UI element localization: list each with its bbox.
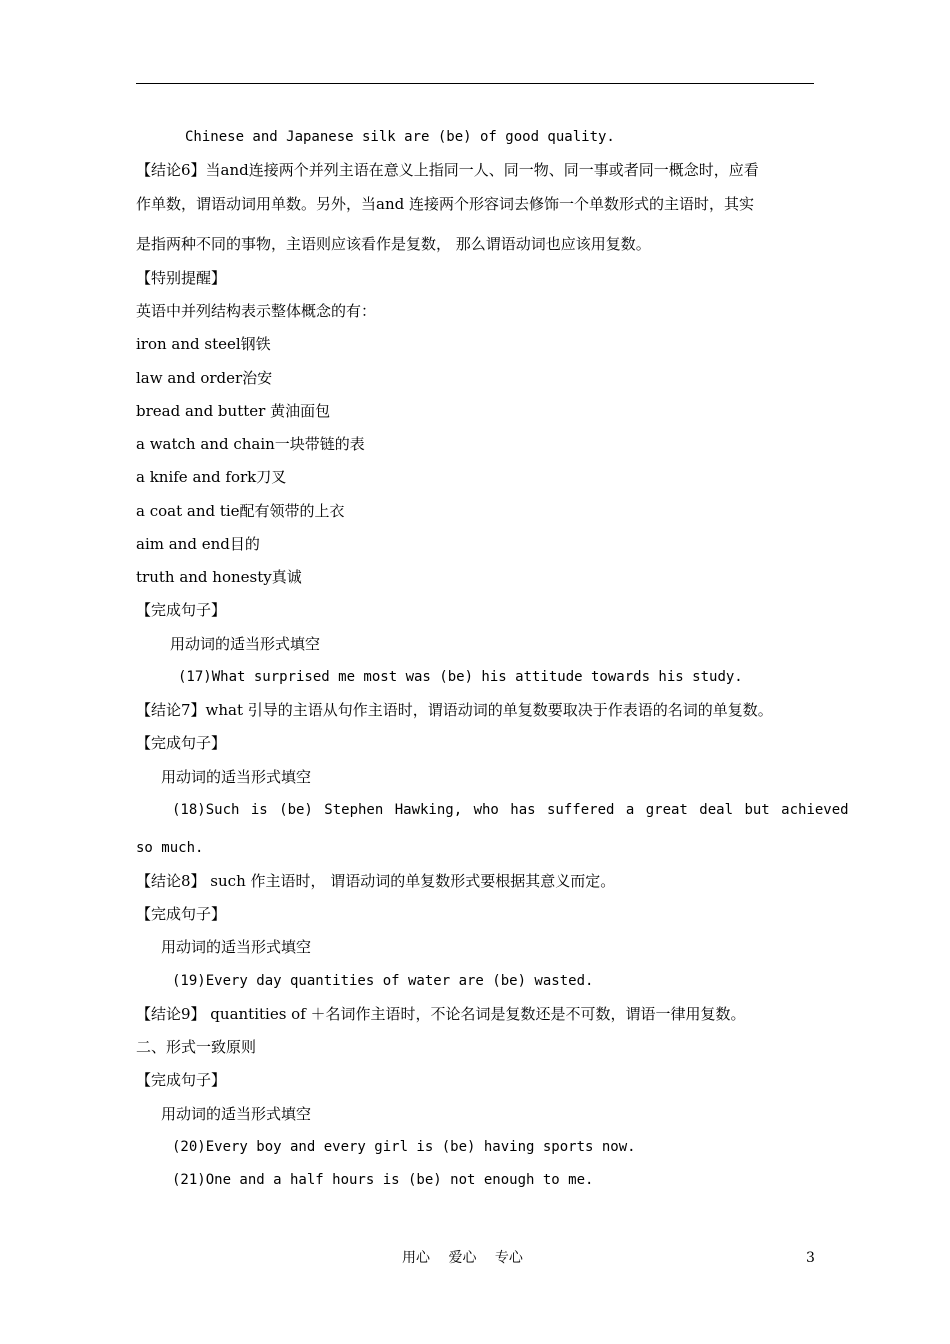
conclusion-9: 【结论9】 quantities of ＋名词作主语时，不论名词是复数还是不可数，谓语一律用复数。 xyxy=(136,1005,746,1023)
phrase-item: law and order治安 xyxy=(136,369,273,387)
phrase-item: bread and butter 黄油面包 xyxy=(136,402,331,420)
exercise-18-line-2: so much. xyxy=(136,840,204,856)
phrase-item: truth and honesty真诚 xyxy=(136,568,302,586)
phrase-item: iron and steel钢铁 xyxy=(136,335,271,353)
conclusion-7: 【结论7】what 引导的主语从句作主语时，谓语动词的单复数要取决于作表语的名词的单复数。 xyxy=(136,701,773,719)
conclusion-8: 【结论8】 such 作主语时， 谓语动词的单复数形式要根据其意义而定。 xyxy=(136,872,616,890)
section-heading-complete: 【完成句子】 xyxy=(136,601,227,619)
conclusion-6-line-1: 【结论6】当and连接两个并列主语在意义上指同一人、同一物、同一事或者同一概念时，应看 xyxy=(136,161,759,179)
instruction: 用动词的适当形式填空 xyxy=(161,938,312,956)
exercise-19: (19)Every day quantities of water are (be) wasted. xyxy=(172,973,594,989)
page-number: 3 xyxy=(806,1250,815,1266)
section-heading-complete: 【完成句子】 xyxy=(136,1071,227,1089)
section-heading-complete: 【完成句子】 xyxy=(136,734,227,752)
reminder-intro: 英语中并列结构表示整体概念的有： xyxy=(136,302,377,320)
conclusion-6-line-2: 作单数，谓语动词用单数。另外，当and 连接两个形容词去修饰一个单数形式的主语时，其实 xyxy=(136,195,754,213)
exercise-17: (17)What surprised me most was (be) his attitude towards his study. xyxy=(178,669,743,685)
phrase-item: a watch and chain一块带链的表 xyxy=(136,435,365,453)
section-heading-complete: 【完成句子】 xyxy=(136,905,227,923)
conclusion-6-line-3: 是指两种不同的事物，主语则应该看作是复数， 那么谓语动词也应该用复数。 xyxy=(136,235,651,253)
phrase-item: a coat and tie配有领带的上衣 xyxy=(136,502,345,520)
instruction: 用动词的适当形式填空 xyxy=(161,1105,312,1123)
section-heading-principle: 二、形式一致原则 xyxy=(136,1038,257,1056)
section-heading-reminder: 【特别提醒】 xyxy=(136,269,227,287)
example-sentence: Chinese and Japanese silk are (be) of good quality. xyxy=(185,129,615,145)
instruction: 用动词的适当形式填空 xyxy=(170,635,321,653)
phrase-item: aim and end目的 xyxy=(136,535,260,553)
instruction: 用动词的适当形式填空 xyxy=(161,768,312,786)
exercise-20: (20)Every boy and every girl is (be) having sports now. xyxy=(172,1139,636,1155)
exercise-18-line-1: (18)Such is (be) Stephen Hawking, who has suffered a great deal but achieved xyxy=(172,802,849,818)
footer-text: 用心 爱心 专心 xyxy=(402,1250,523,1266)
exercise-21: (21)One and a half hours is (be) not enough to me. xyxy=(172,1172,594,1188)
phrase-item: a knife and fork刀叉 xyxy=(136,468,287,486)
header-rule xyxy=(136,83,814,84)
